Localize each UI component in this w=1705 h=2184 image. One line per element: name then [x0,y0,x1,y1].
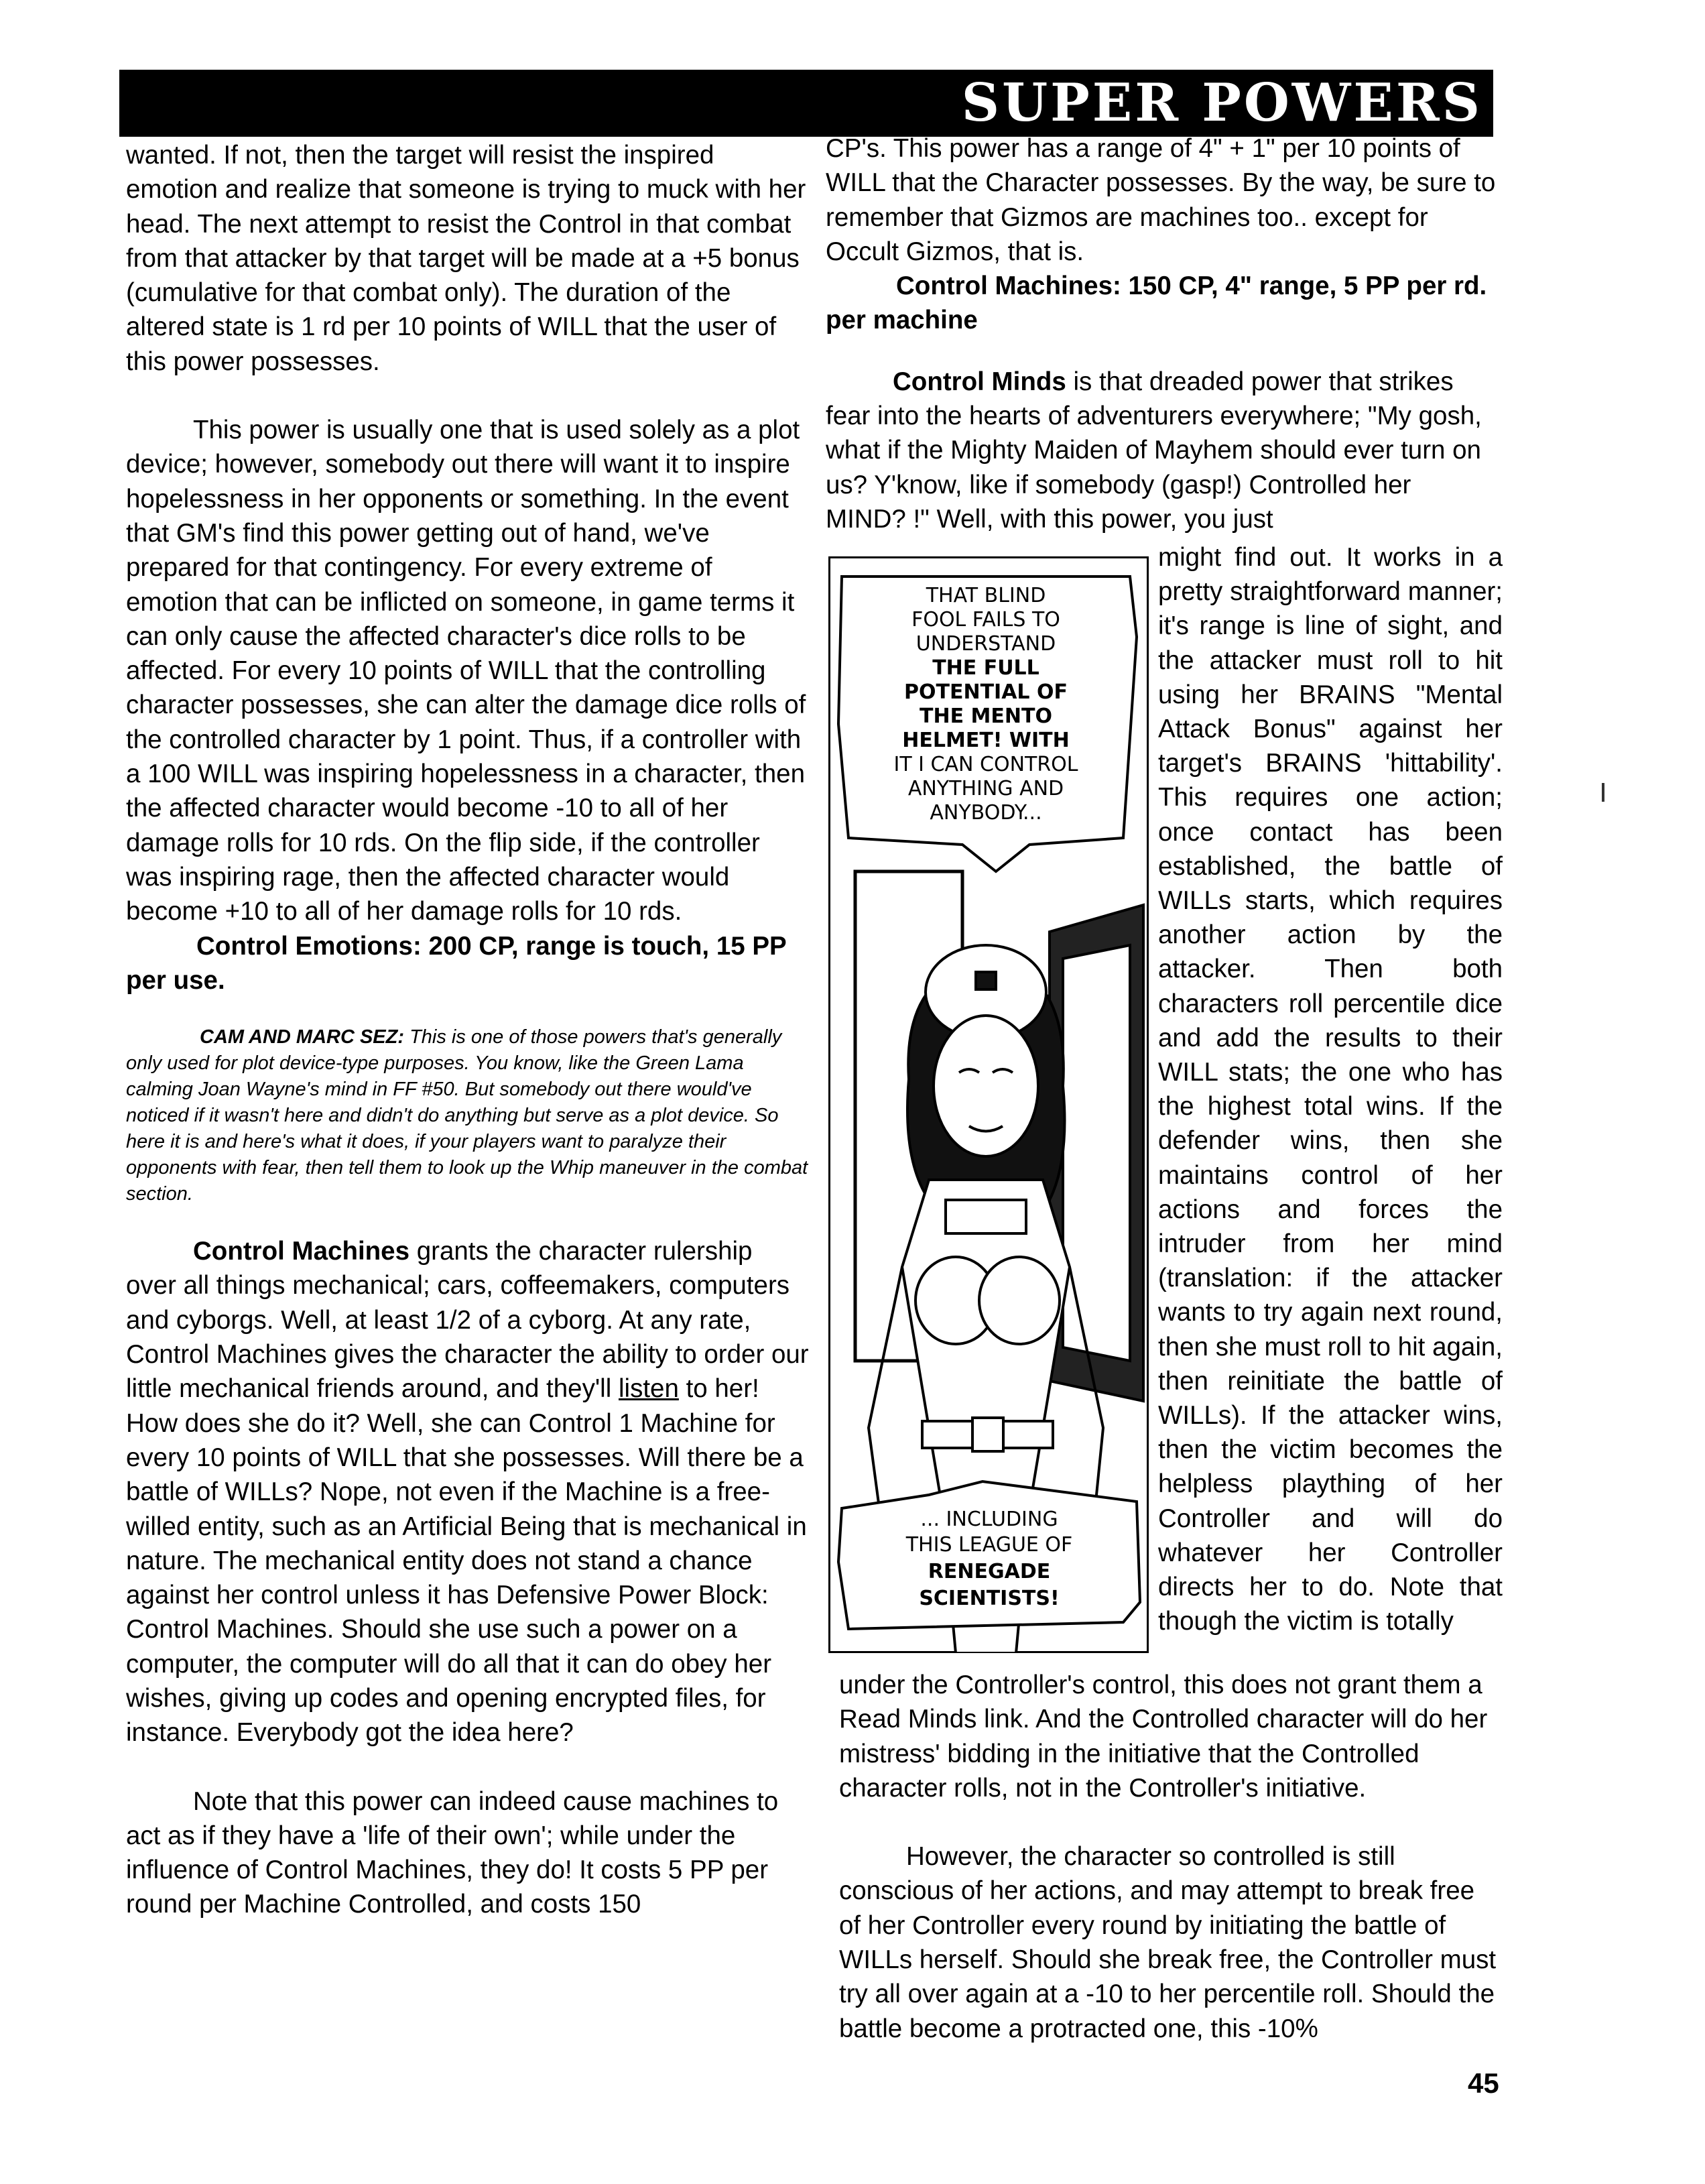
designer-note-text: This is one of those powers that's generally only used for plot device-type purposes. You know, like the Green Lama calming Joan Wayne's mind in FF #50. But somebody out there would've noticed if it wasn't here and didn't do anything but serve as a plot device. So here it is and here's what it does, if your players want to paralyze their opponents with fear, then tell them to look up the Whip maneuver in the combat section. [126,1026,808,1205]
bust-right [979,1257,1060,1344]
balloon-line: UNDERSTAND [915,632,1056,656]
power-name: Control Minds [893,367,1066,396]
balloon-line: ANYBODY... [930,801,1042,825]
paragraph: This power is usually one that is used solely as a plot device; however, somebody out there will want it to inspire hopelessness in her opponents or something. In the event that GM's find this power getting out of hand, we've prepared for that contingency. For every extreme of emotion that can be inflicted on someone, in game terms it can only cause the affected character's dice rolls to be affected. For every 10 points of WILL that the controlling character possesses, she can alter the damage dice rolls of the controlled character by 1 point. Thus, if a controller with a 100 WILL was inspiring hopelessness in a character, then the affected character would become -10 to all of her damage rolls for 10 rds. On the flip side, if the controller was inspiring rage, then the affected character would become +10 to all of her damage rolls for 10 rds. [126,416,806,926]
section-title: SUPER POWERS [961,72,1482,133]
section-header-bar [119,70,1493,137]
paragraph: CP's. This power has a range of 4" + 1" per 10 points of WILL that the Character possesses. By the way, be sure to remember that Gizmos are machines too.. except for Occult Gizmos, that is. [826,134,1496,266]
paragraph: wanted. If not, then the target will resist the inspired emotion and realize that someone is trying to muck with her head. The next attempt to resist the Control in that combat from that attacker by that target will be made at a +5 bonus (cumulative for that combat only). The duration of the altered state is 1 rd per 10 points of WILL that the user of this power possesses. [126,141,806,376]
designer-note-lead: CAM AND MARC SEZ: [200,1026,405,1048]
balloon-line: THE MENTO [920,705,1052,728]
speech-balloon-top [838,577,1137,871]
background-window [1063,945,1130,1361]
balloon-line: HELMET! WITH [902,729,1070,752]
paragraph: Note that this power can indeed cause machines to act as if they have a 'life of their own'; while under the influence of Control Machines, they do! It costs 5 PP per round per Machine Controlled, and costs 150 [126,1786,779,1919]
balloon-line: POTENTIAL OF [904,680,1068,704]
face [934,1016,1038,1156]
paragraph: under the Controller's control, this does not grant them a Read Minds link. And the Controlled character will do her mistress' bidding in the initiative that the Controlled character rolls, not in the Controller's initiative. [839,1671,1488,1803]
balloon-line: RENEGADE [928,1560,1051,1583]
helmet-emblem [976,972,996,989]
stat-block-control-machines: Control Machines: 150 CP, 4" range, 5 PP per rd. per machine [826,271,1487,335]
balloon-line: THAT BLIND [926,584,1046,607]
wrapped-text-column: might find out. It works in a pretty straightforward manner; it's range is line of sight, and the attacker must roll to hit using her BRAINS "Mental Attack Bonus" against her target's BRAINS 'hittability'. This requires one action; once contact has been established, the battle of WILLs starts, which requires another action by the attacker. Then both characters roll percentile dice and add the results to their WILL stats; the one who has the highest total wins. If the defender wins, then she maintains control of her actions and forces the intruder from her mind (translation: if the attacker wants to try again next round, then she must roll to hit again, then reinitiate the battle of WILLs). If the attacker wins, then the victim becomes the helpless plaything of her Controller and will do whatever her Controller directs her to do. Note that though the victim is totally [1158,543,1503,1636]
balloon-line: FOOL FAILS TO [911,608,1060,631]
balloon-line: IT I CAN CONTROL [893,753,1078,776]
belt-buckle [972,1418,1003,1451]
balloon-line: SCIENTISTS! [919,1587,1060,1610]
paragraph-text: grants the character rulership over all things mechanical; cars, coffeemakers, computers and cyborgs. Well, at least 1/2 of a cyborg. At any rate, Control Machines gives the character the ability to order our little mechanical friends around, and they'll [126,1237,809,1404]
paragraph [126,1234,810,1750]
balloon-line: ... INCLUDING [920,1508,1058,1531]
paragraph [826,365,1496,536]
collar [946,1200,1026,1233]
designer-note [126,1024,810,1207]
balloon-line: THIS LEAGUE OF [905,1533,1073,1557]
paragraph: However, the character so controlled is still conscious of her actions, and may attempt to break free of her Controller every round by initiating the battle of WILLs herself. Should she break free, the Controller must try all over again at a -10 to her percentile roll. Should the battle become a protracted one, this -10% [839,1842,1497,2043]
emphasis-underline: listen [618,1374,679,1404]
balloon-line: THE FULL [932,656,1039,680]
right-column-top [826,131,1496,536]
stat-block-control-emotions: Control Emotions: 200 CP, range is touch, 15 PP per use. [126,931,787,995]
paragraph-text: is that dreaded power that strikes fear into the hearts of adventurers everywhere; "My gosh, what if the Mighty Maiden of Mayhem should ever turn on us? Y'know, like if somebody (gasp!) Controlled her MIND? !" Well, with this power, you just [826,367,1482,534]
speech-balloon-bottom [838,1481,1140,1629]
power-name: Control Machines [193,1237,410,1266]
stray-mark [1602,783,1604,802]
comic-illustration [828,556,1149,1653]
balloon-line: ANYTHING AND [907,777,1064,800]
page-number: 45 [1468,2067,1499,2099]
left-column [126,138,810,1922]
right-column-bottom [839,1668,1503,2046]
paragraph-text: to her! How does she do it? Well, she can Control 1 Machine for every 10 points of WILL that she possesses. Will there be a battle of WILLs? Nope, not even if the Machine is a free-willed entity, such as an Artificial Being that is mechanical in nature. The mechanical entity does not stand a chance against her control unless it has Defensive Power Block: Control Machines. Should she use such a power on a computer, the computer will do all that it can do obey her wishes, giving up codes and opening encrypted files, for instance. Everybody got the idea here? [126,1374,807,1748]
